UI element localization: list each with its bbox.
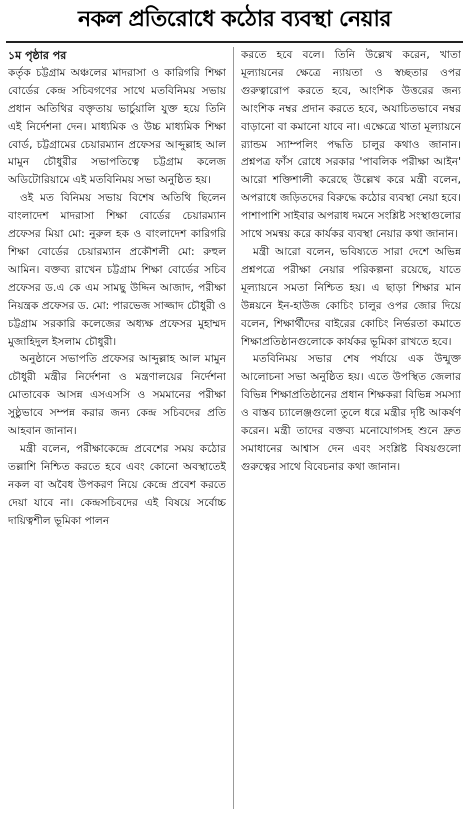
- paragraph: মন্ত্রী আরো বলেন, ভবিষ্যতে সারা দেশে অভিন্ন প্রশ্নপত্রে পরীক্ষা নেয়ার পরিকল্পনা রয়েছে, যাতে মূল্যায়নে সমতা নিশ্চিত হয়। এ ছাড়া শিক্ষার মান উন্নয়নে ইন-হাউজ কোচিং চালুর ওপর জোর দিয়ে বলেন, শিক্ষার্থীদের বাইরের কোচিং নির্ভরতা কমাতে শিক্ষাপ্রতিষ্ঠানগুলোকে কার্যকর ভূমিকা রাখতে হবে।: [241, 245, 461, 348]
- headline: নকল প্রতিরোধে কঠোর ব্যবস্থা নেয়ার: [77, 6, 392, 32]
- article-column-left: [8, 47, 226, 809]
- article-column-right: [241, 47, 461, 809]
- paragraph: অনুষ্ঠানে সভাপতি প্রফেসর আব্দুল্লাহ আল মামুন চৌধুরী মন্ত্রীর নির্দেশনা ও মন্ত্রণালয়ের নির্দেশনা মোতাবেক আসন্ন এসএসসি ও সমমানের পরীক্ষা সুষ্ঠুভাবে সম্পন্ন করার জন্য কেন্দ্র সচিবদের প্রতি আহবান জানান।: [8, 353, 226, 438]
- paragraph: কর্তৃক চট্টগ্রাম অঞ্চলের মাদরাসা ও কারিগরি শিক্ষা বোর্ডের কেন্দ্র সচিবগণের সাথে মতবিনিময় সভায় প্রধান অতিথির বক্তৃতায় ভার্চুয়ালি যুক্ত হয়ে তিনি এই নির্দেশনা দেন। মাধ্যমিক ও উচ্চ মাধ্যমিক শিক্ষা বোর্ড, চট্টগ্রামের চেয়ারম্যান প্রফেসর আব্দুল্লাহ আল মামুন চৌধুরীর সভাপতিত্বে চট্টগ্রাম কলেজ অডিটোরিয়ামে এই মতবিনিময় সভা অনুষ্ঠিত হয়।: [8, 66, 226, 187]
- continuation-kicker: ১ম পৃষ্ঠার পর: [8, 49, 67, 62]
- column-divider: [233, 47, 234, 809]
- headline-rule: [6, 41, 463, 43]
- paragraph: মতবিনিময় সভার শেষ পর্যায়ে এক উন্মুক্ত আলোচনা সভা অনুষ্ঠিত হয়। এতে উপস্থিত জেলার বিভিন্ন শিক্ষাপ্রতিষ্ঠানের প্রধান শিক্ষকরা বিভিন্ন সমস্যা ও বাস্তব চ্যালেঞ্জগুলো তুলে ধরে মন্ত্রীর দৃষ্টি আকর্ষণ করেন। মন্ত্রী তাদের বক্তব্য মনোযোগসহ শুনে দ্রুত সমাধানের আশ্বাস দেন এবং সংশ্লিষ্ট বিষয়গুলো গুরুত্বের সাথে বিবেচনার কথা জানান।: [241, 353, 461, 473]
- paragraph: ওই মত বিনিময় সভায় বিশেষ অতিথি ছিলেন বাংলাদেশ মাদরাসা শিক্ষা বোর্ডের চেয়ারম্যান প্রফেসর মিয়া মো: নুরুল হক ও বাংলাদেশ কারিগরি শিক্ষা বোর্ডের চেয়ারম্যান প্রকৌশলী মো: রুহুল আমিন। বক্তব্য রাখেন চট্টগ্রাম শিক্ষা বোর্ডের সচিব প্রফেসর ড.এ কে এম সামছু উদ্দিন আজাদ, পরীক্ষা নিয়ন্ত্রক প্রফেসর ড. মো: পারভেজ সাজ্জাদ চৌধুরী ও চট্টগ্রাম সরকারি কলেজের অধ্যক্ষ প্রফেসর মুহাম্মদ মুজাহিদুল ইসলাম চৌধুরী।: [8, 192, 226, 348]
- paragraph: মন্ত্রী বলেন, পরীক্ষাকেন্দ্রে প্রবেশের সময় কঠোর তল্লাশি নিশ্চিত করতে হবে এবং কোনো অবস্থাতেই নকল বা অবৈধ উপকরণ নিয়ে কেন্দ্রে প্রবেশ করতে দেয়া যাবে না। কেন্দ্রসচিবদের এই বিষয়ে সর্বোচ্চ দায়িত্বশীল ভূমিকা পালন: [8, 442, 226, 527]
- paragraph: করতে হবে বলে। তিনি উল্লেখ করেন, খাতা মূল্যায়নের ক্ষেত্রে ন্যায়তা ও স্বচ্ছতার ওপর গুরুত্বারোপ করতে হবে, আংশিক উত্তরের জন্য আংশিক নম্বর প্রদান করতে হবে, অযাচিতভাবে নম্বর বাড়ানো বা কমানো যাবে না। এক্ষেত্রে খাতা মূল্যায়নে র‍্যান্ডম স্যাম্পলিং পদ্ধতি চালুর কথাও জানান। প্রশ্নপত্র ফাঁস রোধে সরকার 'পাবলিক পরীক্ষা আইন' আরো শক্তিশালী করেছে উল্লেখ করে মন্ত্রী বলেন, অপরাধে জড়িতদের বিরুদ্ধে কঠোর ব্যবস্থা নেয়া হবে। পাশাপাশি সাইবার অপরাধ দমনে সংশ্লিষ্ট সংস্থাগুলোর সাথে সমন্বয় করে কার্যকর ব্যবস্থা নেয়ার কথা জানান।: [241, 49, 461, 241]
